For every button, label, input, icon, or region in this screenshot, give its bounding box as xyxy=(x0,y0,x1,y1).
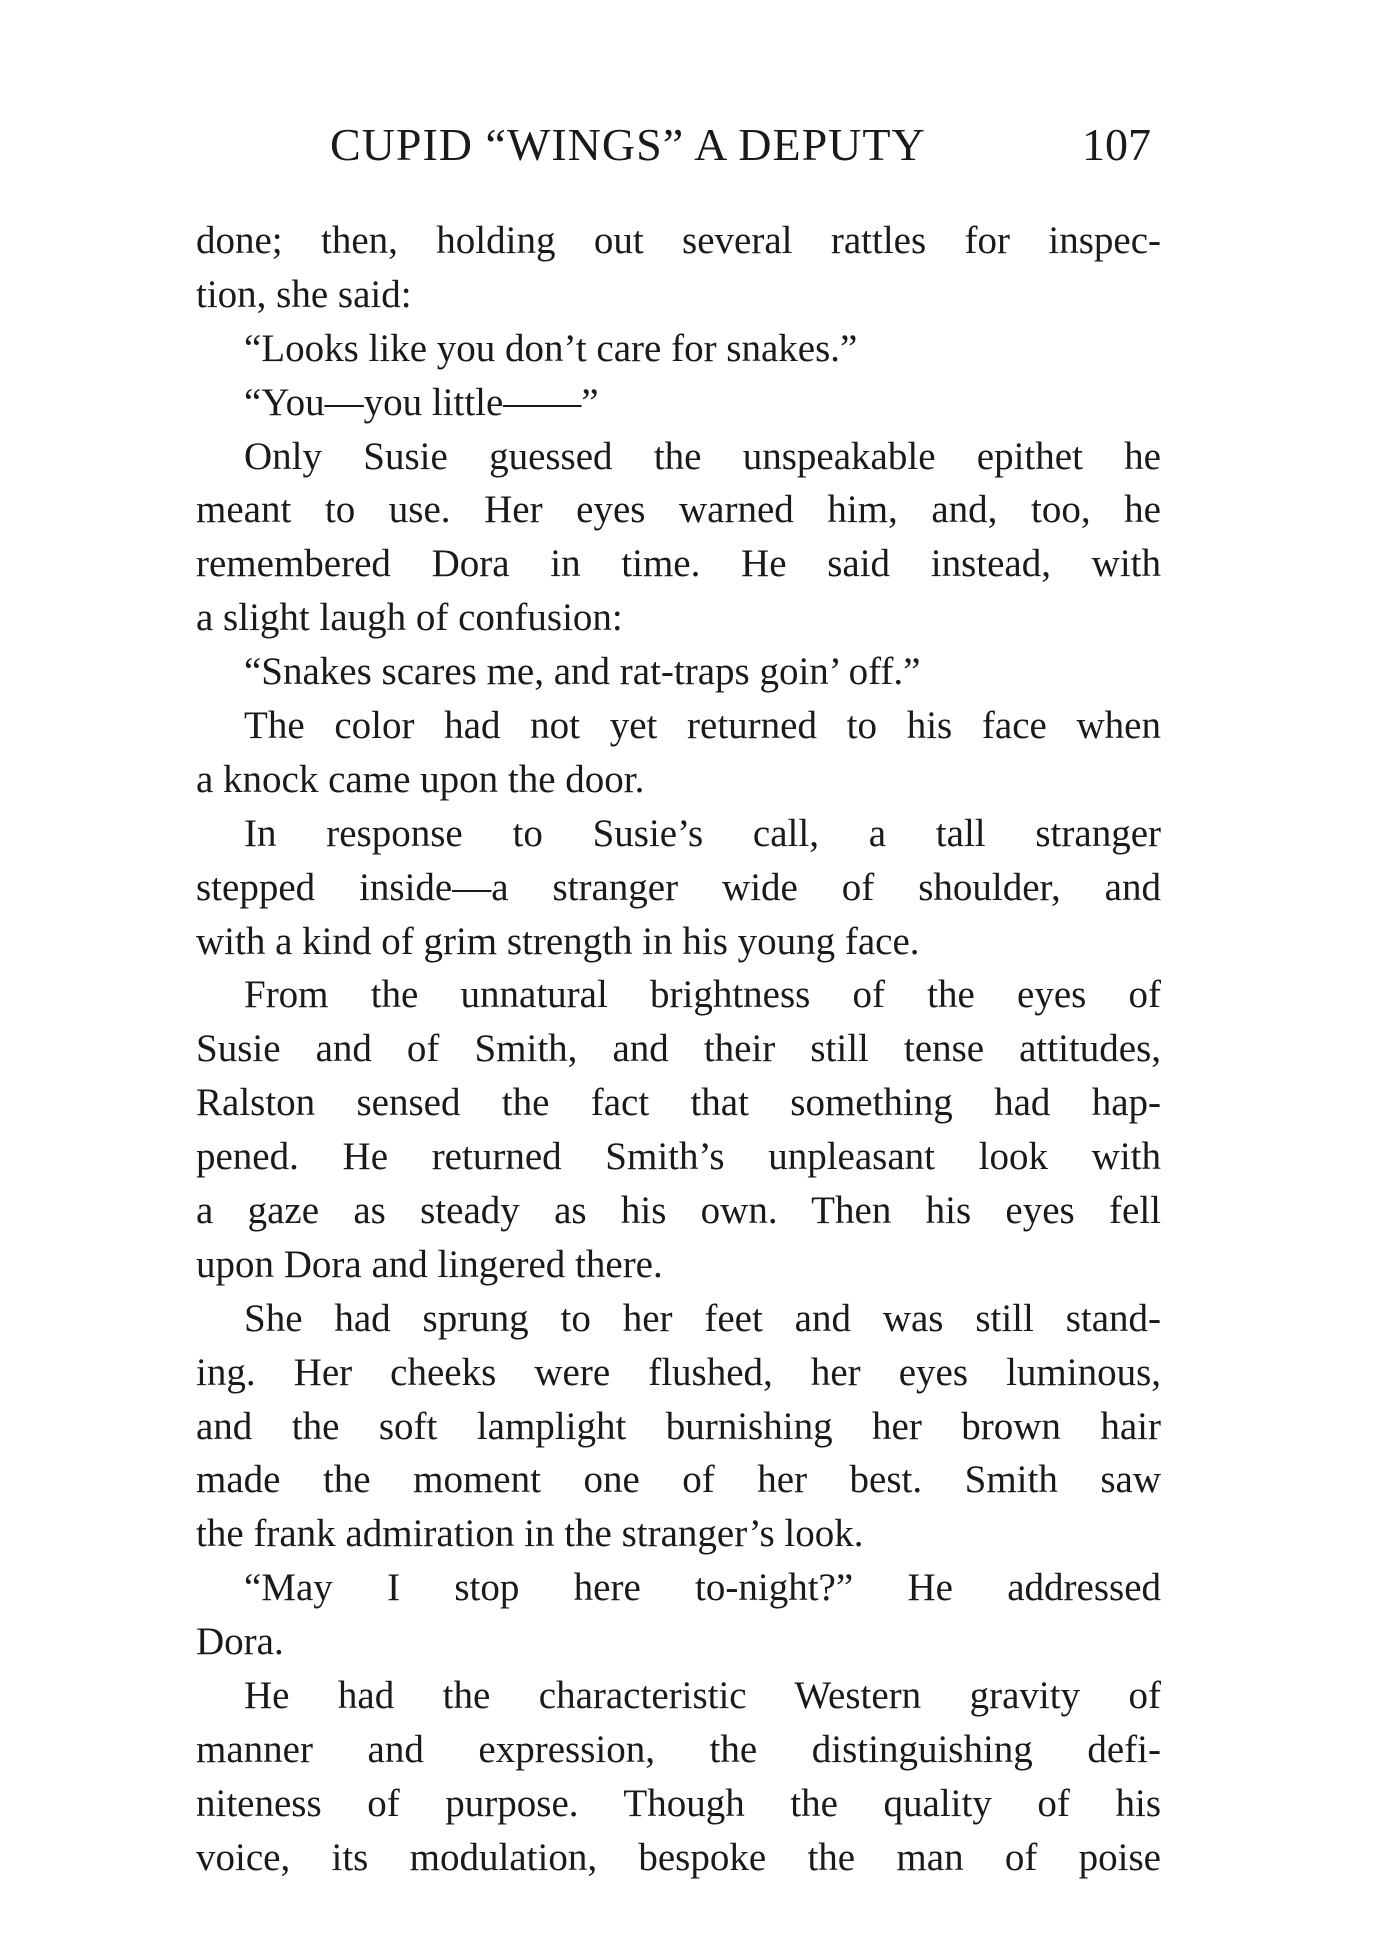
text-line: Susie and of Smith, and their still tense attitudes, xyxy=(196,1027,1161,1071)
running-head xyxy=(0,118,1395,178)
text-line: In response to Susie’s call, a tall stranger xyxy=(244,811,1161,855)
text-line: pened. He returned Smith’s unpleasant look with xyxy=(196,1135,1161,1179)
text-line: and the soft lamplight burnishing her brown hair xyxy=(196,1404,1161,1448)
text-line: upon Dora and lingered there. xyxy=(196,1242,663,1286)
text-line: made the moment one of her best. Smith saw xyxy=(196,1458,1161,1502)
text-line: Ralston sensed the fact that something had hap- xyxy=(196,1081,1161,1125)
text-line: remembered Dora in time. He said instead, with xyxy=(196,542,1161,586)
text-line: “You—you little——” xyxy=(244,380,599,424)
text-line: The color had not yet returned to his face when xyxy=(244,704,1161,748)
text-line: manner and expression, the distinguishing defi- xyxy=(196,1727,1161,1771)
text-line: Dora. xyxy=(196,1620,284,1664)
chapter-title: CUPID “WINGS” A DEPUTY xyxy=(330,119,926,170)
text-line: ing. Her cheeks were flushed, her eyes luminous, xyxy=(196,1350,1161,1394)
text-line: a gaze as steady as his own. Then his eyes fell xyxy=(196,1189,1161,1233)
text-line: Only Susie guessed the unspeakable epithet he xyxy=(244,434,1161,478)
text-line: “May I stop here to-night?” He addressed xyxy=(244,1566,1161,1610)
text-line: meant to use. Her eyes warned him, and, too, he xyxy=(196,488,1161,532)
text-line: tion, she said: xyxy=(196,272,412,316)
text-line: niteness of purpose. Though the quality of his xyxy=(196,1781,1161,1825)
text-line: stepped inside—a stranger wide of shoulder, and xyxy=(196,865,1161,909)
text-line: a slight laugh of confusion: xyxy=(196,596,623,640)
text-line: He had the characteristic Western gravity of xyxy=(244,1674,1161,1718)
text-line: with a kind of grim strength in his young face. xyxy=(196,919,920,963)
text-line: the frank admiration in the stranger’s look. xyxy=(196,1512,864,1556)
text-line: “Snakes scares me, and rat-traps goin’ off.” xyxy=(244,650,921,694)
text-line: From the unnatural brightness of the eyes of xyxy=(244,973,1161,1017)
text-line: She had sprung to her feet and was still stand- xyxy=(244,1296,1161,1340)
body-text xyxy=(196,214,1161,1885)
text-line: “Looks like you don’t care for snakes.” xyxy=(244,326,858,370)
text-line: done; then, holding out several rattles for inspec- xyxy=(196,219,1161,262)
page-number: 107 xyxy=(1082,119,1151,170)
text-line: a knock came upon the door. xyxy=(196,757,645,801)
text-line: voice, its modulation, bespoke the man of poise xyxy=(196,1835,1161,1879)
